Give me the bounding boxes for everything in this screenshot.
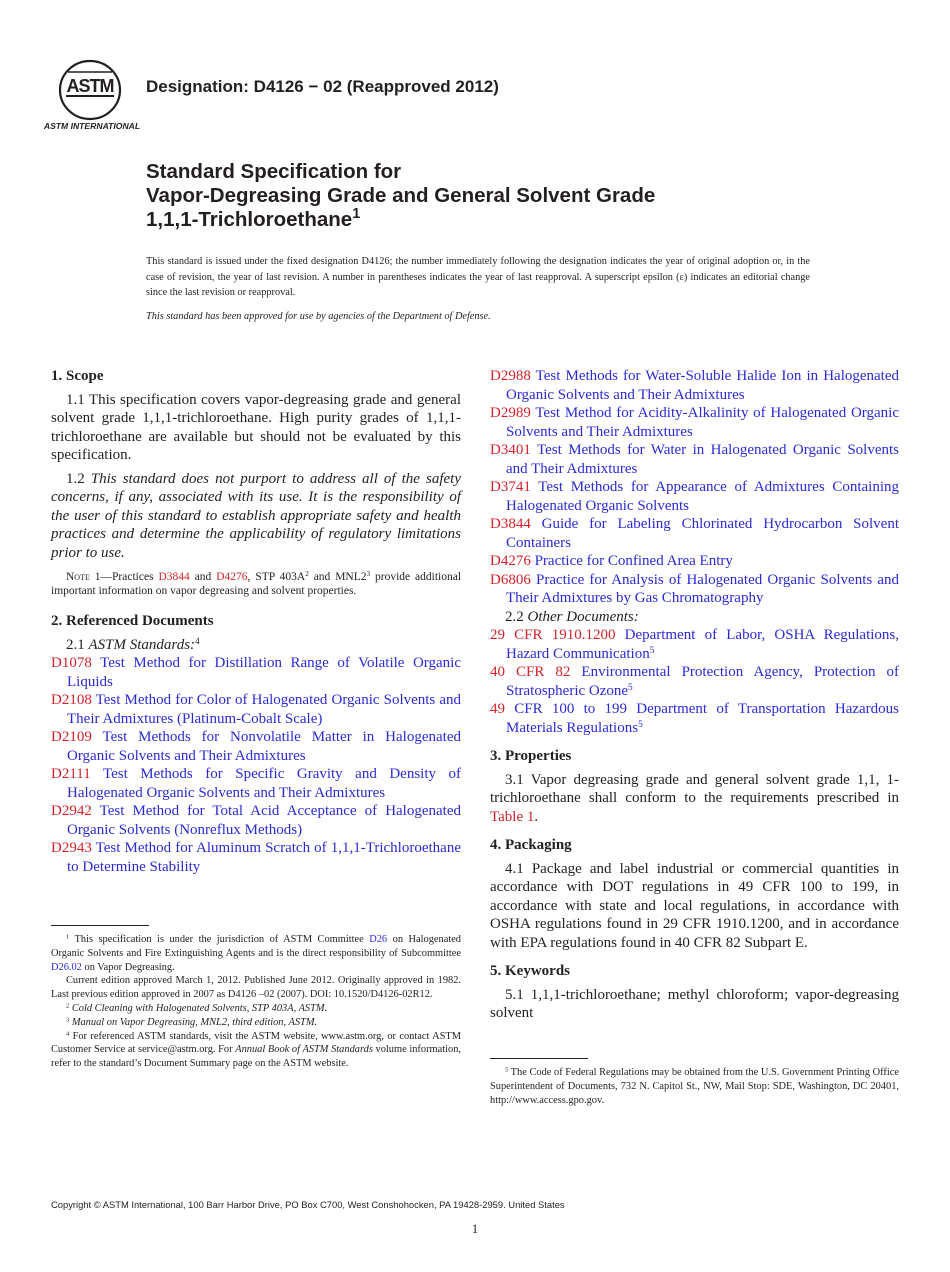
link-d26[interactable]: D26 <box>369 934 388 945</box>
reference-footnote-mark: 5 <box>628 682 633 693</box>
scope-heading: 1. Scope <box>51 368 104 384</box>
scope-p2-number: 1.2 <box>66 470 85 487</box>
reference-item <box>490 515 899 552</box>
astm-logo-text: ASTM INTERNATIONAL <box>43 121 141 131</box>
reference-code-link[interactable]: D1078 <box>51 655 92 671</box>
note-text-4: provide additional important information on vapor degreasing and solvent properties. <box>51 571 462 597</box>
reference-code-link[interactable]: D2989 <box>490 405 531 421</box>
footnote-2-mark: 2 <box>66 1002 70 1010</box>
reference-title-link[interactable]: Environmental Protection Agency, Protection of Stratospheric Ozone <box>506 664 900 699</box>
svg-text:ASTM: ASTM <box>66 76 114 96</box>
footnote-4-mark: 4 <box>66 1030 70 1038</box>
reference-title-link[interactable]: Practice for Confined Area Entry <box>534 553 733 569</box>
note-text-1: 1—Practices <box>94 571 154 583</box>
reference-code-link[interactable]: D6806 <box>490 571 531 588</box>
reference-title-link[interactable]: Test Methods for Water in Halogenated Organic Solvents and Their Admixtures <box>506 442 900 477</box>
link-d26-02[interactable]: D26.02 <box>51 961 82 973</box>
reference-code-link[interactable]: 49 <box>490 701 505 717</box>
other-reference-list <box>490 626 899 737</box>
astm-standards-label <box>51 636 461 655</box>
reference-title-link[interactable]: Test Methods for Specific Gravity and Density of Halogenated Organic Solvents and Their Admixtures <box>67 766 461 801</box>
title-line-3-text: 1,1,1-Trichloroethane <box>146 208 353 231</box>
footnote-3 <box>51 1016 461 1030</box>
issuance-statement: This standard is issued under the fixed designation D4126; the number immediately following the designation indicates the year of original adoption or, in the case of revision, the year of last revision. A number in parentheses indicates the year of last reapproval. A superscript epsilon (ε) indicates an editorial change since the last revision or reapproval. <box>146 256 810 298</box>
reference-title-link[interactable]: Test Method for Aluminum Scratch of 1,1,1-Trichloroethane to Determine Stability <box>67 840 461 875</box>
note-text-3: and MNL2 <box>313 571 367 583</box>
packaging-p1: 4.1 Package and label industrial or commercial quantities in accordance with DOT regulations in 49 CFR 100 to 199, in accordance with state and local regulations, in accordance with OSHA regulations found in 29 CFR 1910.1200, and in accordance with EPA regulations found in 40 CFR 82 Subpart E. <box>490 860 899 951</box>
note-1 <box>51 571 461 598</box>
packaging-heading: 4. Packaging <box>490 837 572 853</box>
properties-p1-text: 3.1 Vapor degreasing grade and general solvent grade 1,1, 1-trichloroethane shall conform to the requirements prescribed in <box>490 771 899 806</box>
astm-standards-text: ASTM Standards: <box>88 636 196 653</box>
reference-code-link[interactable]: D2109 <box>51 729 92 745</box>
reference-code-link[interactable]: D3401 <box>490 442 531 458</box>
document-title <box>146 160 866 232</box>
left-column <box>51 367 461 876</box>
referenced-heading: 2. Referenced Documents <box>51 613 214 629</box>
reference-footnote-mark: 5 <box>638 719 643 730</box>
reference-code-link[interactable]: D2942 <box>51 803 92 819</box>
scope-p2-text: This standard does not purport to address all of the safety concerns, if any, associated with its use. It is the responsibility of the user of this standard to establish appropriate safety and health practices and determine the applicability of regulatory limitations prior to use. <box>51 470 461 561</box>
reference-code-link[interactable]: D2988 <box>490 368 531 384</box>
reference-title-link[interactable]: Test Method for Distillation Range of Volatile Organic Liquids <box>67 655 461 690</box>
footnote-1-edition: Current edition approved March 1, 2012. Published June 2012. Originally approved in 1982. Last previous edition approved in 2007 as D4126 –02 (2007). DOI: 10.1520/D4126-02R12. <box>51 975 461 1001</box>
designation: Designation: D4126 − 02 (Reapproved 2012) <box>146 77 499 96</box>
reference-item <box>490 441 899 478</box>
footnote-2 <box>51 1002 461 1016</box>
approval-statement: This standard has been approved for use by agencies of the Department of Defense. <box>146 311 491 322</box>
reference-code-link[interactable]: D3844 <box>490 516 531 532</box>
footnote-2-text: Cold Cleaning with Halogenated Solvents, STP 403A, ASTM. <box>71 1002 328 1014</box>
reference-code-link[interactable]: 40 CFR 82 <box>490 664 571 680</box>
reference-item <box>51 802 461 839</box>
reference-title-link[interactable]: Test Method for Color of Halogenated Organic Solvents and Their Admixtures (Platinum-Cobalt Scale) <box>67 692 462 727</box>
reference-title-link[interactable]: Test Methods for Appearance of Admixtures Containing Halogenated Organic Solvents <box>506 479 899 514</box>
astm-logo-mark <box>43 58 141 134</box>
note-and: and <box>194 571 212 583</box>
reference-title-link[interactable]: Department of Labor, OSHA Regulations, Hazard Communication <box>506 627 899 662</box>
title-line-1: Standard Specification for <box>146 160 402 183</box>
title-line-2: Vapor-Degreasing Grade and General Solvent Grade <box>146 184 656 207</box>
other-documents-text: Other Documents: <box>527 608 639 625</box>
other-documents-label <box>490 608 899 627</box>
reference-item <box>490 552 899 571</box>
note-label: Note <box>66 571 90 583</box>
footnote-rule-left <box>51 925 149 926</box>
keywords-p1: 5.1 1,1,1-trichloroethane; methyl chloroform; vapor-degreasing solvent <box>490 986 899 1021</box>
reference-code-link[interactable]: D2111 <box>51 766 91 782</box>
reference-item <box>490 571 899 608</box>
reference-item <box>490 700 899 737</box>
reference-code-link[interactable]: D3741 <box>490 479 531 495</box>
footnote-5 <box>490 1066 899 1107</box>
note-sup-3: 3 <box>366 570 371 579</box>
footnote-rule-right <box>490 1058 588 1059</box>
footnote-5-mark: 5 <box>505 1066 509 1074</box>
footnote-1-text-a: This specification is under the jurisdiction of ASTM Committee <box>74 934 364 945</box>
reference-title-link[interactable]: Test Method for Acidity-Alkalinity of Halogenated Organic Solvents and Their Admixtures <box>506 405 899 440</box>
link-table-1[interactable]: Table 1 <box>490 808 535 825</box>
reference-title-link[interactable]: CFR 100 to 199 Department of Transportation Hazardous Materials Regulations <box>506 701 900 736</box>
properties-p1 <box>490 771 899 827</box>
reference-item <box>51 654 461 691</box>
copyright: Copyright © ASTM International, 100 Barr Harbor Drive, PO Box C700, West Conshohocken, PA 19428-2959. United States <box>51 1199 565 1210</box>
title-line-3 <box>146 208 866 232</box>
astm-reference-list-right <box>490 367 899 608</box>
footnote-4 <box>51 1030 461 1071</box>
reference-code-link[interactable]: 29 CFR 1910.1200 <box>490 627 616 643</box>
properties-p1-end: . <box>534 808 539 825</box>
footnotes-left <box>51 933 461 1071</box>
footnote-5-text: The Code of Federal Regulations may be obtained from the U.S. Government Printing Office Superintendent of Documents, 732 N. Capitol St., NW, Mail Stop: SDE, Washington, DC 20401, http://www.access.gpo.gov. <box>490 1067 899 1106</box>
scope-p2 <box>51 470 461 563</box>
scope-p1: 1.1 This specification covers vapor-degreasing grade and general solvent grade 1,1,1-trichloroethane. High purity grades of 1,1,1-trichloroethane are available but should not be evaluated by this specification. <box>51 391 461 463</box>
keywords-heading: 5. Keywords <box>490 963 570 979</box>
footnote-1-mark: 1 <box>66 933 70 941</box>
footnotes-right <box>490 1066 899 1107</box>
other-documents-number: 2.2 <box>505 608 524 625</box>
link-d4276[interactable]: D4276 <box>216 571 248 583</box>
footnote-1 <box>51 933 461 974</box>
footnote-3-text: Manual on Vapor Degreasing, MNL2, third edition, ASTM. <box>71 1016 318 1028</box>
reference-title-link[interactable]: Test Methods for Nonvolatile Matter in Halogenated Organic Solvents and Their Admixtures <box>67 729 461 764</box>
reference-footnote-mark: 5 <box>649 645 655 656</box>
footnote-1-text-b: on Halogenated Organic Solvents and Fire Extinguishing Agents and is the direct responsibility of Subcommittee <box>51 934 462 959</box>
reference-item <box>490 626 899 663</box>
reference-item <box>490 404 899 441</box>
reference-item <box>490 478 899 515</box>
title-footnote-mark: 1 <box>352 206 361 223</box>
astm-standards-number: 2.1 <box>66 636 85 653</box>
page-number: 1 <box>471 1222 479 1236</box>
astm-reference-list-left <box>51 654 461 876</box>
note-sup-2: 2 <box>305 570 309 579</box>
reference-title-link[interactable]: Test Method for Total Acid Acceptance of Halogenated Organic Solvents (Nonreflux Methods) <box>67 803 461 838</box>
reference-item <box>51 839 461 876</box>
reference-code-link[interactable]: D2943 <box>51 840 92 856</box>
reference-item <box>51 765 461 802</box>
footnote-3-mark: 3 <box>66 1016 70 1024</box>
astm-logo <box>43 58 141 134</box>
footnote-4-text-a: For referenced ASTM standards, visit the ASTM website, www.astm.org, or contact ASTM Customer Service at service@astm.org. For <box>51 1030 461 1056</box>
footnote-4-italic: Annual Book of ASTM Standards <box>235 1044 373 1056</box>
astm-standards-sup: 4 <box>195 636 200 647</box>
footnote-4-text-b: volume information, refer to the standard’s Document Summary page on the ASTM website. <box>51 1044 461 1070</box>
reference-item <box>51 728 461 765</box>
right-column <box>490 367 899 1023</box>
note-text-2: , STP 403A <box>247 571 306 583</box>
reference-item <box>51 691 461 728</box>
reference-item <box>490 367 899 404</box>
reference-item <box>490 663 899 700</box>
reference-title-link[interactable]: Guide for Labeling Chlorinated Hydrocarbon Solvent Containers <box>506 516 899 551</box>
properties-heading: 3. Properties <box>490 748 572 764</box>
link-d3844[interactable]: D3844 <box>158 571 190 583</box>
reference-title-link[interactable]: Test Methods for Water-Soluble Halide Ion in Halogenated Organic Solvents and Their Admixtures <box>506 368 899 403</box>
reference-code-link[interactable]: D2108 <box>51 692 92 708</box>
footnote-1-text-c: on Vapor Degreasing. <box>84 961 175 973</box>
reference-code-link[interactable]: D4276 <box>490 553 531 569</box>
reference-title-link[interactable]: Practice for Analysis of Halogenated Organic Solvents and Their Admixtures by Gas Chromatography <box>506 571 900 606</box>
